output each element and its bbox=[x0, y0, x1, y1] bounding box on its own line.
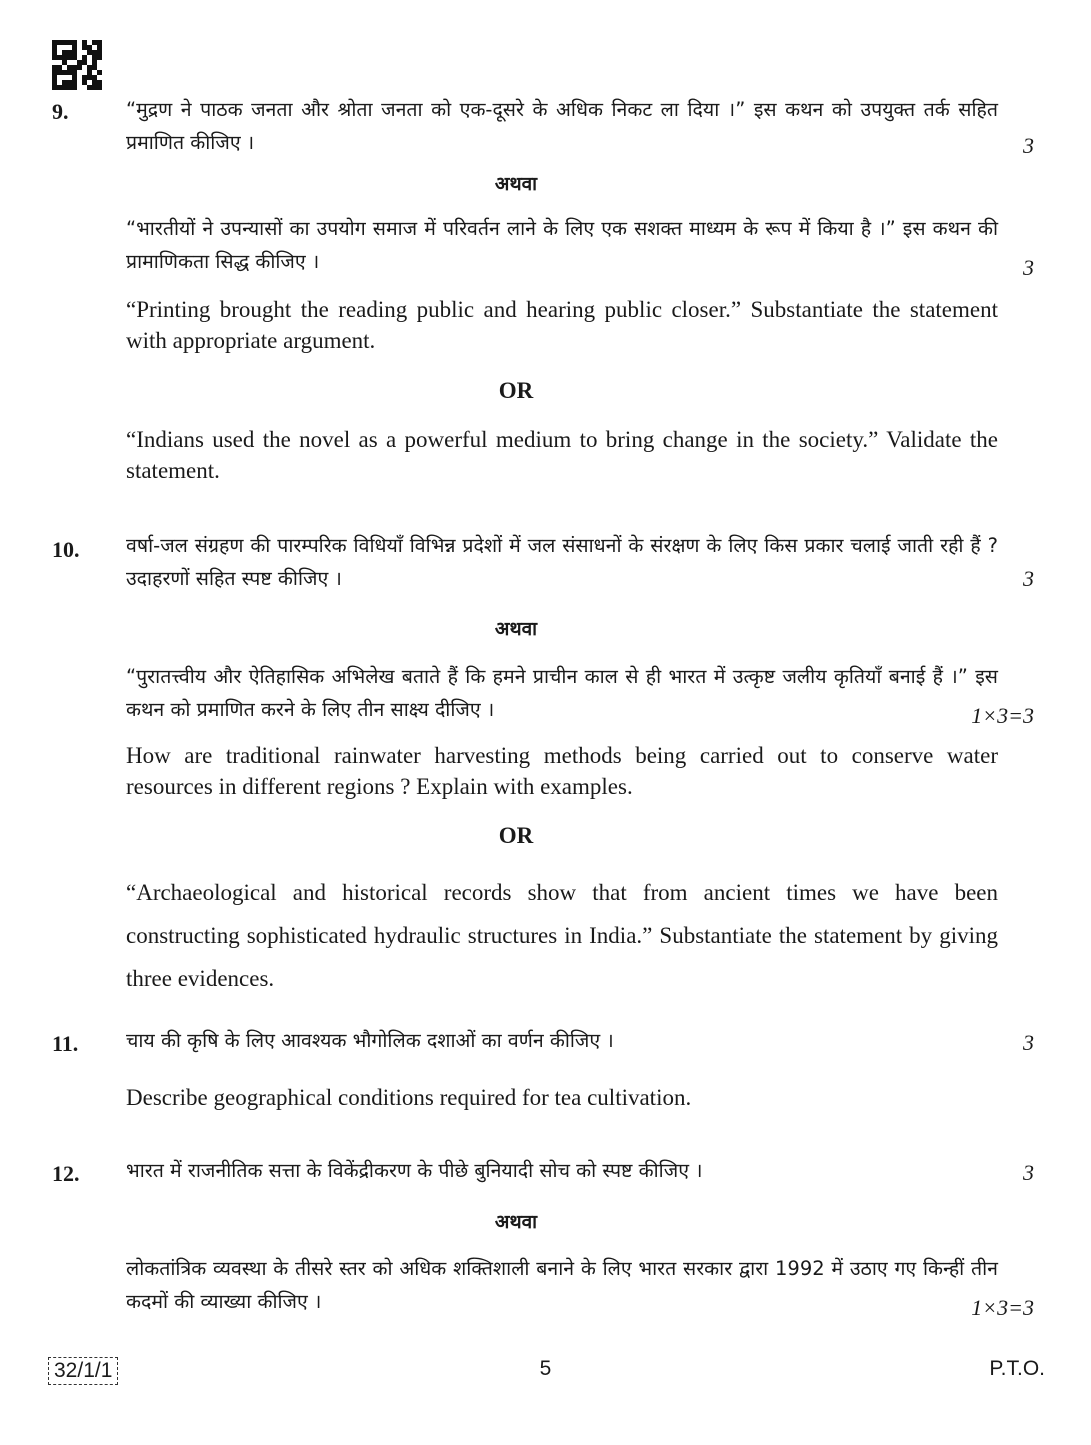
q9-hindi-alt-marks: 3 bbox=[1023, 255, 1034, 280]
q12-hindi-alt-text: लोकतांत्रिक व्यवस्था के तीसरे स्तर को अधिक शक्तिशाली बनाने के लिए भारत सरकार द्वारा 1992 में उठाए गए किन्हीं तीन कदमों की व्याख्या कीजिए । bbox=[126, 1257, 998, 1313]
page-number: 5 bbox=[539, 1357, 552, 1380]
q12-hindi-or: अथवा bbox=[494, 1211, 538, 1233]
q10-hindi-or: अथवा bbox=[494, 618, 538, 640]
paper-code-box: 32/1/1 bbox=[48, 1357, 118, 1385]
q10-hindi-text: वर्षा-जल संग्रहण की पारम्परिक विधियाँ विभिन्न प्रदेशों में जल संसाधनों के संरक्षण के लिए किस प्रकार चलाई जाती रही हैं ? उदाहरणों सहित स्पष्ट कीजिए । bbox=[126, 534, 998, 590]
q9-english-text: “Printing brought the reading public and hearing public closer.” Substantiate the statement with appropriate argument. bbox=[126, 297, 998, 353]
q9-hindi-or: अथवा bbox=[494, 173, 538, 195]
q11-english-text: Describe geographical conditions required for tea cultivation. bbox=[126, 1085, 692, 1110]
pto-label: P.T.O. bbox=[989, 1357, 1045, 1380]
q10-english-text: How are traditional rainwater harvesting methods being carried out to conserve water resources in different regions ? Explain with examples. bbox=[126, 743, 998, 799]
q10-hindi-alt-marks: 1×3=3 bbox=[971, 703, 1034, 728]
q9-hindi-text: “मुद्रण ने पाठक जनता और श्रोता जनता को एक-दूसरे के अधिक निकट ला दिया ।” इस कथन को उपयुक्त तर्क सहित प्रमाणित कीजिए । bbox=[126, 98, 998, 154]
q11-hindi-marks: 3 bbox=[1023, 1030, 1034, 1055]
q10-hindi-alt-text: “पुरातत्त्वीय और ऐतिहासिक अभिलेख बताते हैं कि हमने प्राचीन काल से ही भारत में उत्कृष्ट जलीय कृतियाँ बनाई हैं ।” इस कथन को प्रमाणित करने के लिए तीन साक्ष्य दीजिए । bbox=[126, 665, 998, 721]
q9-hindi-marks: 3 bbox=[1023, 133, 1034, 158]
q12-hindi-marks: 3 bbox=[1023, 1160, 1034, 1185]
q10-hindi-marks: 3 bbox=[1023, 566, 1034, 591]
question-number-10: 10. bbox=[52, 537, 80, 562]
question-number-12: 12. bbox=[52, 1161, 80, 1186]
q9-english-alt-text: “Indians used the novel as a powerful medium to bring change in the society.” Validate the statement. bbox=[126, 427, 998, 483]
q12-hindi-alt-marks: 1×3=3 bbox=[971, 1295, 1034, 1320]
q9-english-or: OR bbox=[498, 378, 534, 403]
question-number-9: 9. bbox=[52, 99, 69, 124]
qr-code bbox=[52, 40, 102, 90]
q10-english-or: OR bbox=[498, 823, 534, 848]
q10-english-alt-text: “Archaeological and historical records show that from ancient times we have been constructing sophisticated hydraulic structures in India.” Substantiate the statement by giving three evidences. bbox=[126, 880, 998, 991]
q12-hindi-text: भारत में राजनीतिक सत्ता के विकेंद्रीकरण के पीछे बुनियादी सोच को स्पष्ट कीजिए । bbox=[126, 1159, 703, 1182]
q9-hindi-alt-text: “भारतीयों ने उपन्यासों का उपयोग समाज में परिवर्तन लाने के लिए एक सशक्त माध्यम के रूप में किया है ।” इस कथन की प्रामाणिकता सिद्ध कीजिए । bbox=[126, 217, 998, 273]
q11-hindi-text: चाय की कृषि के लिए आवश्यक भौगोलिक दशाओं का वर्णन कीजिए । bbox=[126, 1029, 614, 1052]
question-number-11: 11. bbox=[52, 1031, 79, 1056]
